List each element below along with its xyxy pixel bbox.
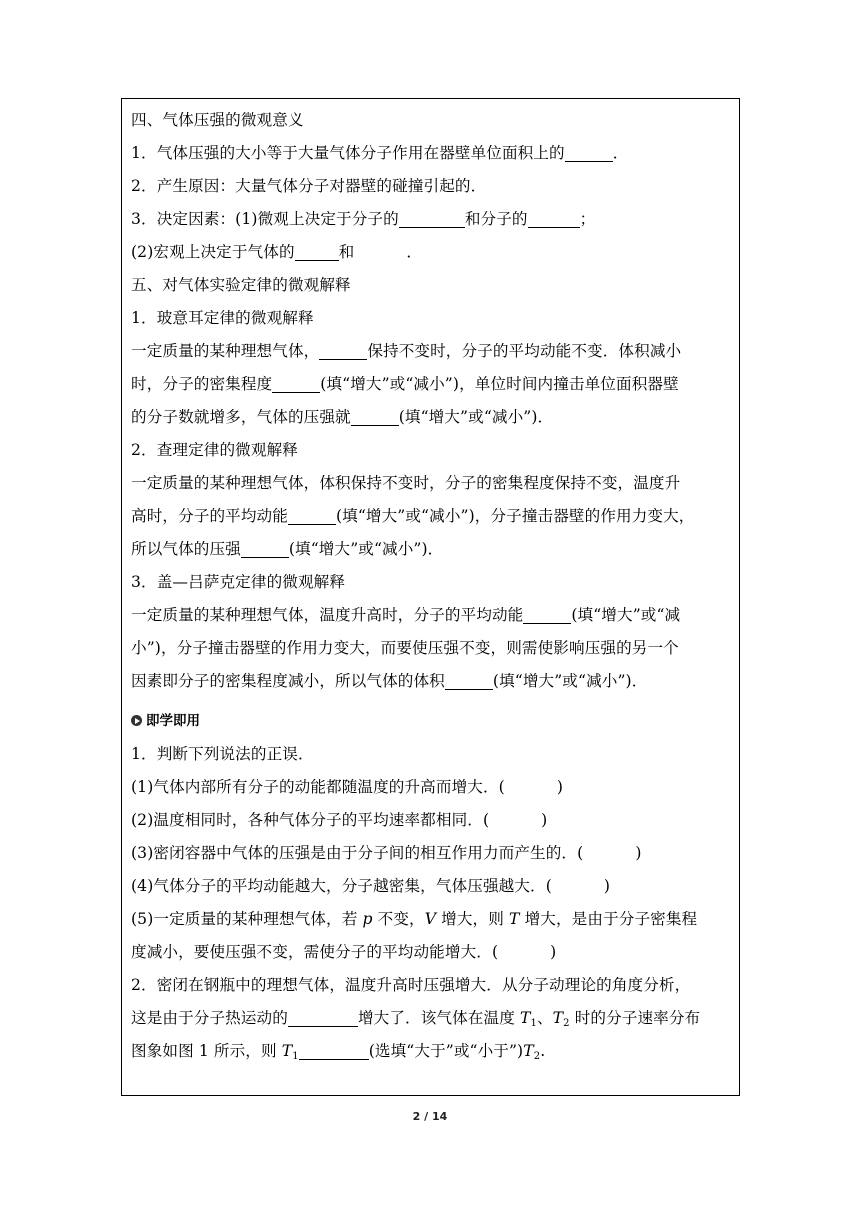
page-number: 2 / 14 xyxy=(412,1110,448,1123)
statement-line: 度减小，要使压强不变，需使分子的平均动能增大．( ) xyxy=(131,943,557,961)
answer-blank[interactable] xyxy=(241,535,289,558)
section-4-title: 四、气体压强的微观意义 xyxy=(131,111,304,129)
answer-blank[interactable] xyxy=(288,502,336,525)
question-title: 1．判断下列说法的正误． xyxy=(131,745,314,763)
paragraph-line: 因素即分子的密集程度减小，所以气体的体积 (填“增大”或“减小”)． xyxy=(131,665,735,698)
paragraph-line: 小”)，分子撞击器壁的作用力变大，而要使压强不变，则需使影响压强的另一个 xyxy=(131,639,679,657)
play-circle-icon xyxy=(131,715,142,726)
answer-blank[interactable] xyxy=(399,205,465,228)
answer-blank[interactable] xyxy=(351,403,399,426)
paragraph-line: 高时，分子的平均动能 (填“增大”或“减小”)，分子撞击器壁的作用力变大， xyxy=(131,500,735,533)
paragraph-line: 的分子数就增多，气体的压强就 (填“增大”或“减小”)． xyxy=(131,401,735,434)
answer-blank[interactable] xyxy=(445,667,493,690)
paragraph-line: 一定质量的某种理想气体，温度升高时，分子的平均动能 (填“增大”或“减 xyxy=(131,599,735,632)
statement-line: (5)一定质量的某种理想气体，若 p 不变，V 增大，则 T 增大，是由于分子密集程 xyxy=(131,910,698,928)
answer-blank[interactable] xyxy=(295,238,339,261)
statement-line: (2)温度相同时，各种气体分子的平均速率都相同．( ) xyxy=(131,811,548,829)
statement-line: (1)气体内部所有分子的动能都随温度的升高而增大．( ) xyxy=(131,778,564,796)
answer-blank[interactable] xyxy=(319,337,367,360)
answer-blank[interactable] xyxy=(272,370,320,393)
answer-blank[interactable] xyxy=(299,1037,369,1060)
answer-blank[interactable] xyxy=(523,601,571,624)
subsection-title: 3．盖—吕萨克定律的微观解释 xyxy=(131,573,346,591)
paragraph-line: 所以气体的压强 (填“增大”或“减小”)． xyxy=(131,533,735,566)
paragraph-line: 一定质量的某种理想气体， 保持不变时，分子的平均动能不变．体积减小 xyxy=(131,335,735,368)
section-5-title: 五、对气体实验定律的微观解释 xyxy=(131,276,351,294)
paragraph-line: (2)宏观上决定于气体的 和 ． xyxy=(131,236,735,269)
answer-blank[interactable] xyxy=(528,205,580,228)
question-line: 这是由于分子热运动的 增大了．该气体在温度 $T_1$、$T_2$ 时的分子速率分布 xyxy=(131,1002,735,1035)
section-header-practice: 即学即用 xyxy=(131,704,735,738)
subsection-title: 1．玻意耳定律的微观解释 xyxy=(131,309,314,327)
statement-line: (4)气体分子的平均动能越大，分子越密集，气体压强越大．( ) xyxy=(131,877,611,895)
paragraph-line: 时，分子的密集程度 (填“增大”或“减小”)，单位时间内撞击单位面积器壁 xyxy=(131,368,735,401)
paragraph-line: 1．气体压强的大小等于大量气体分子作用在器壁单位面积上的 ． xyxy=(131,137,735,170)
question-line: 2．密闭在钢瓶中的理想气体，温度升高时压强增大．从分子动理论的角度分析， xyxy=(131,976,691,994)
paragraph-line: 2．产生原因：大量气体分子对器壁的碰撞引起的． xyxy=(131,177,487,195)
paragraph-line: 3．决定因素：(1)微观上决定于分子的 和分子的 ； xyxy=(131,203,735,236)
paragraph-line: 一定质量的某种理想气体，体积保持不变时，分子的密集程度保持不变，温度升 xyxy=(131,474,681,492)
document-body xyxy=(131,104,735,1068)
statement-line: (3)密闭容器中气体的压强是由于分子间的相互作用力而产生的．( ) xyxy=(131,844,642,862)
answer-blank[interactable] xyxy=(565,139,613,162)
answer-blank[interactable] xyxy=(288,1004,358,1027)
subsection-title: 2．查理定律的微观解释 xyxy=(131,441,298,459)
question-line: 图象如图 1 所示，则 $T_1$ (选填“大于”或“小于$”)T_2$. xyxy=(131,1035,735,1068)
